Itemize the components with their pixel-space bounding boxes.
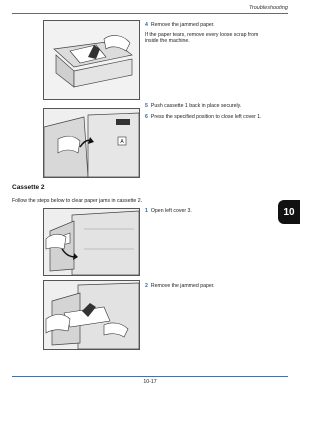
figure-open-left-cover-3 bbox=[43, 208, 140, 276]
figure-open-left-cover-3-drawing bbox=[44, 209, 139, 275]
figure-remove-jammed-paper bbox=[43, 20, 140, 100]
step-1 bbox=[145, 208, 273, 215]
step-6-number: 6 bbox=[145, 114, 148, 120]
header-rule bbox=[12, 13, 288, 14]
step-5 bbox=[145, 103, 273, 110]
running-header-title: Troubleshooting bbox=[248, 5, 288, 11]
step-2 bbox=[145, 283, 273, 290]
section-intro: Follow the steps below to clear paper jams in cassette 2. bbox=[12, 198, 143, 204]
page-number: 10-17 bbox=[143, 379, 157, 385]
figure-cover-label: A bbox=[120, 139, 124, 145]
step-2-text: Remove the jammed paper. bbox=[150, 283, 215, 289]
step-1-text: Open left cover 3. bbox=[150, 208, 192, 214]
step-4-number: 4 bbox=[145, 22, 148, 28]
footer-rule bbox=[12, 376, 288, 377]
section-title: Cassette 2 bbox=[12, 184, 45, 191]
step-6 bbox=[145, 114, 273, 121]
step-5-text: Push cassette 1 back in place securely. bbox=[150, 103, 242, 109]
chapter-tab: 10 bbox=[278, 200, 300, 224]
figure-close-left-cover-drawing bbox=[44, 109, 139, 177]
figure-remove-jammed-paper-2 bbox=[43, 280, 140, 350]
figure-remove-jammed-paper-2-drawing bbox=[44, 281, 139, 349]
step-4-text: Remove the jammed paper. bbox=[150, 22, 215, 28]
step-4 bbox=[145, 22, 273, 45]
step-1-number: 1 bbox=[145, 208, 148, 214]
step-6-text: Press the specified position to close left cover 1. bbox=[150, 114, 262, 120]
step-4-note: If the paper tears, remove every loose scrap from inside the machine. bbox=[145, 31, 259, 45]
figure-remove-jammed-paper-drawing bbox=[44, 21, 139, 99]
figure-close-left-cover bbox=[43, 108, 140, 178]
step-5-number: 5 bbox=[145, 103, 148, 109]
step-2-number: 2 bbox=[145, 283, 148, 289]
